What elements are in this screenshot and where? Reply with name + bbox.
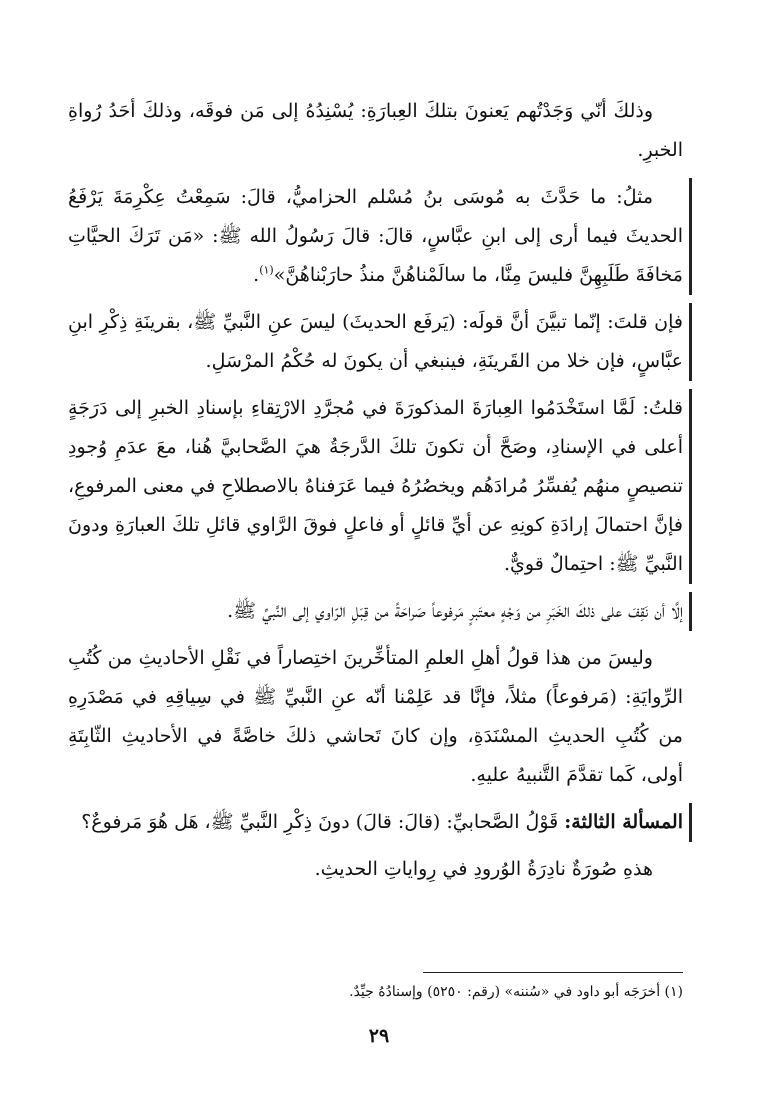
- paragraph-6-text: وليسَ من هذا قولُ أهلِ العلمِ المتأخِّرينَ اختِصاراً في نَقْلِ الأحاديثِ من كُتُبِ الرِّوايَةِ: (مَرفوعاً) مثلاً، فإنَّا قد عَلِمْنا أنّه عنِ النَّبيِّ ﷺ في سِياقِهِ في مَصْدَرِهِ من كُتُبِ الحديثِ المسْنَدَةِ، وإن كانَ تَحاشي ذلكَ خاصَّةً في الأحاديثِ الثّابِتَةِ أولى، كَما تقدَّمَ التَّنبيهُ عليهِ.: [68, 647, 683, 786]
- paragraph-4-text: قلتُ: لَمَّا استَخْدَمُوا العِبارَةَ المذكورَةَ في مُجرَّدِ الارْتِقاءِ بإسنادِ الخبرِ إلى دَرَجَةٍ أعلى في الإسنادِ، وصَحَّ أن تكونَ تلكَ الدَّرجَةُ هيَ الصَّحابيَّ هُنا، معَ عدَمِ وُجودِ تنصيصٍ منهُم يُفسِّرُ مُرادَهُم ويخصُرُهُ فيما عَرَفناهُ بالاصطلاحِ في معنى المرفوعِ، فإنَّ احتمالَ إرادَةِ كونِهِ عن أيِّ قائلٍ أو فاعلٍ فوقَ الرَّاوي قائلِ تلكَ العبارَةِ ودونَ النَّبيِّ ﷺ: احتِمالٌ قويٌّ.: [68, 397, 683, 575]
- paragraph-2-text: مثلُ: ما حَدَّثَ به مُوسَى بنُ مُسْلم الحزاميُّ، قالَ: سَمِعْتُ عِكْرِمَةَ يَرْفَعُ الحديثَ فيما أرى إلى ابنِ عبَّاسٍ، قالَ: قالَ رَسُولُ الله ﷺ: «مَن تَرَكَ الحيَّاتِ مَخافَةَ طَلَبِهِنَّ فليسَ مِنَّا، ما سالَمْناهُنَّ منذُ حارَبْناهُنَّ»: [68, 186, 683, 286]
- paragraph-5: [68, 592, 692, 631]
- paragraph-1-text: وذلكَ أنّي وَجَدْتُهم يَعنونَ بتلكَ العِبارَةِ: يُسْنِدُهُ إلى مَن فوقَه، وذلكَ أحَدُ رُواةِ الخبرِ.: [68, 100, 683, 161]
- paragraph-8-text: هذهِ صُورَةٌ نادِرَةُ الوُرودِ في رِواياتِ الحديثِ.: [314, 858, 653, 880]
- paragraph-7-text: قَوْلُ الصَّحابيِّ: (قالَ: قالَ) دونَ ذِكْرِ النَّبيِّ ﷺ، هَل هُوَ مَرفوعٌ؟: [81, 811, 559, 833]
- section-heading: المسألة الثالثة:: [564, 811, 683, 833]
- footnote-divider: [423, 972, 683, 973]
- footnote: (١) أخرَجَه أبو داود في «سُننه» (رقم: ٥٢٥٠) وإسنادُهُ جيِّدٌ.: [349, 984, 683, 1000]
- paragraph-7: [68, 803, 692, 842]
- paragraph-3: [68, 303, 692, 381]
- paragraph-2: [68, 178, 692, 295]
- footnote-marker: (١): [259, 263, 274, 277]
- paragraph-5-text: إلَّا أن نَقِفَ على ذلكَ الخَبَرِ من وَجْهٍ معتَبرٍ مَرفوعاً صَراحَةً من قِبَلِ الرّاوي إلى النَّبيِّ ﷺ.: [227, 600, 683, 622]
- paragraph-2-tail: .: [253, 264, 260, 286]
- paragraph-1: [68, 92, 683, 170]
- paragraph-8: [68, 850, 683, 889]
- paragraph-6: [68, 639, 683, 795]
- paragraph-4: [68, 389, 692, 584]
- paragraph-3-text: فإن قلتَ: إنّما تبيَّنَ أنَّ قولَه: (يَرفَع الحديثَ) ليسَ عنِ النَّبيِّ ﷺ، بقرينَةِ ذِكْرِ ابنِ عبَّاسٍ، فإن خلا من القَرينَةِ، فينبغي أن يكونَ له حُكْمُ المرْسَلِ.: [68, 311, 683, 372]
- main-text: [68, 92, 683, 897]
- page-number: ٢٩: [368, 1025, 390, 1047]
